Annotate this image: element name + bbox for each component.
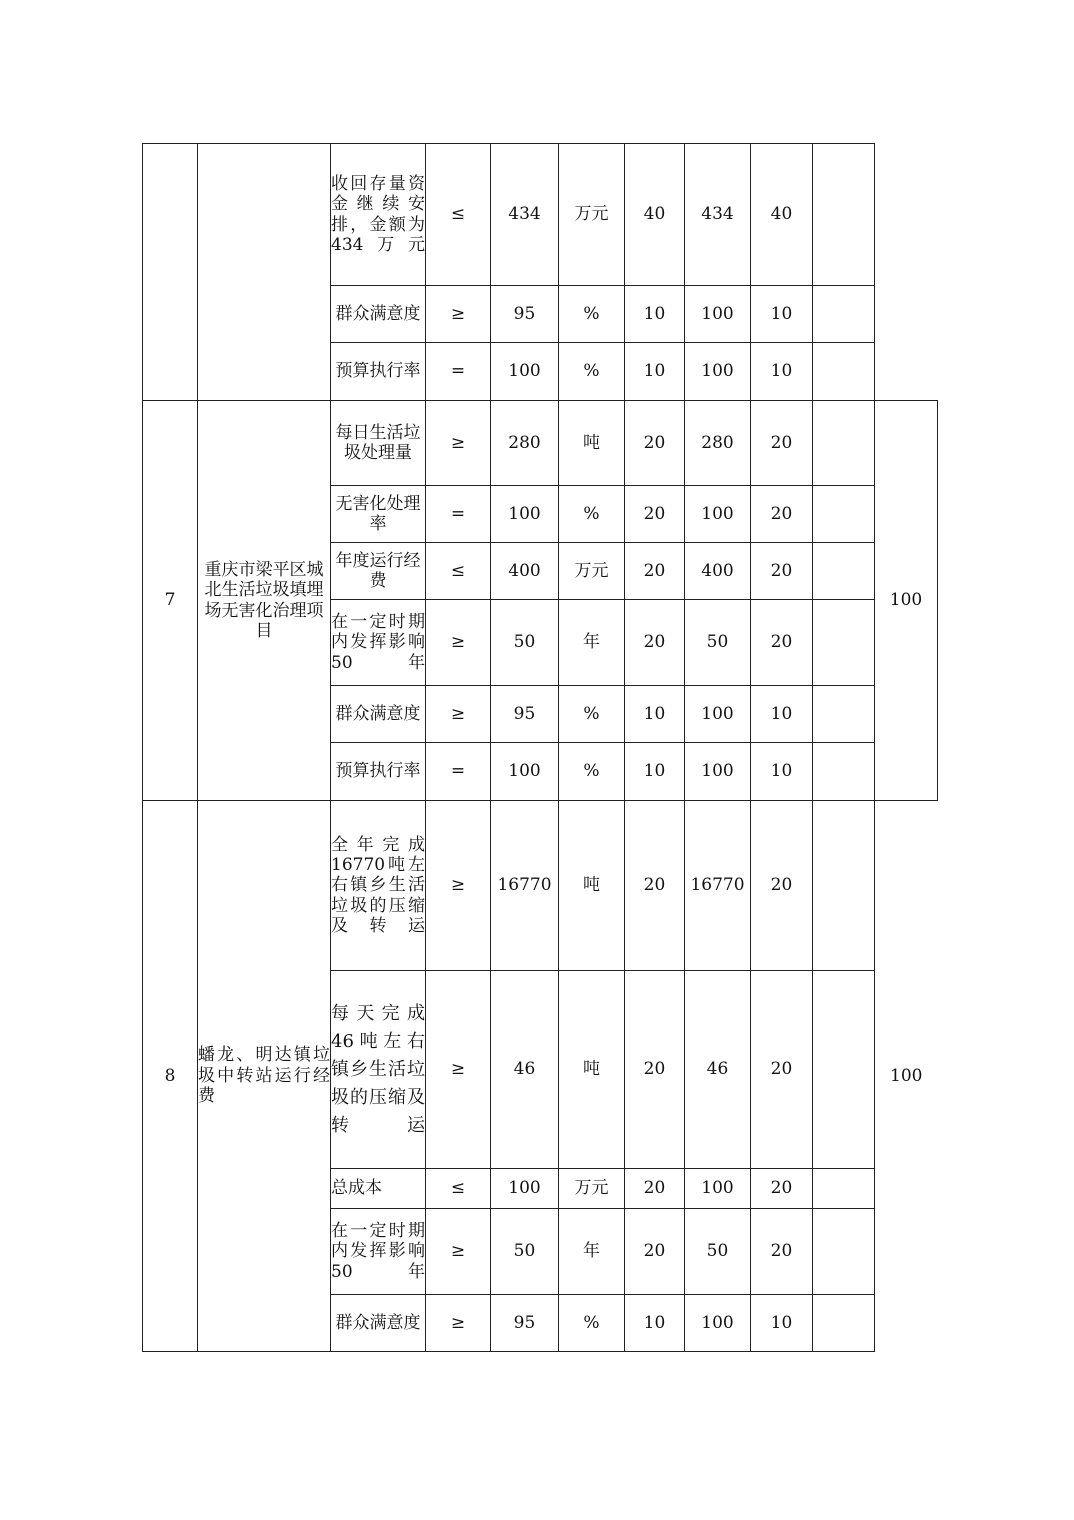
score-got-cell: 20 bbox=[751, 543, 813, 600]
actual-cell: 434 bbox=[685, 144, 751, 286]
remark-cell bbox=[813, 486, 875, 543]
operator-cell: ≥ bbox=[426, 1295, 491, 1352]
operator-cell: = bbox=[426, 743, 491, 801]
operator-cell: ≥ bbox=[426, 286, 491, 343]
remark-cell bbox=[813, 543, 875, 600]
remark-cell bbox=[813, 1295, 875, 1352]
remark-cell bbox=[813, 743, 875, 801]
unit-cell: % bbox=[559, 686, 625, 743]
total-score-cell bbox=[875, 144, 938, 401]
indicator-cell: 无害化处理率 bbox=[331, 486, 426, 543]
indicator-cell: 每日生活垃圾处理量 bbox=[331, 401, 426, 486]
unit-cell: 万元 bbox=[559, 144, 625, 286]
indicator-cell: 每天完成46吨左右镇乡生活垃圾的压缩及转运 bbox=[331, 971, 426, 1169]
score-got-cell: 20 bbox=[751, 486, 813, 543]
weight-cell: 20 bbox=[625, 600, 685, 686]
unit-cell: 万元 bbox=[559, 543, 625, 600]
indicator-cell: 群众满意度 bbox=[331, 286, 426, 343]
target-cell: 400 bbox=[491, 543, 559, 600]
score-got-cell: 10 bbox=[751, 686, 813, 743]
weight-cell: 10 bbox=[625, 286, 685, 343]
target-cell: 95 bbox=[491, 686, 559, 743]
operator-cell: ≤ bbox=[426, 144, 491, 286]
actual-cell: 100 bbox=[685, 343, 751, 401]
remark-cell bbox=[813, 144, 875, 286]
project-name-cell: 重庆市梁平区城北生活垃圾填埋场无害化治理项目 bbox=[198, 401, 331, 801]
remark-cell bbox=[813, 401, 875, 486]
remark-cell bbox=[813, 971, 875, 1169]
indicator-cell: 预算执行率 bbox=[331, 743, 426, 801]
weight-cell: 20 bbox=[625, 401, 685, 486]
target-cell: 100 bbox=[491, 486, 559, 543]
score-got-cell: 20 bbox=[751, 971, 813, 1169]
actual-cell: 100 bbox=[685, 286, 751, 343]
remark-cell bbox=[813, 600, 875, 686]
unit-cell: 吨 bbox=[559, 971, 625, 1169]
total-score-cell: 100 bbox=[875, 801, 938, 1352]
indicator-cell: 收回存量资金继续安排，金额为434万元 bbox=[331, 144, 426, 286]
weight-cell: 10 bbox=[625, 686, 685, 743]
unit-cell: 吨 bbox=[559, 401, 625, 486]
target-cell: 95 bbox=[491, 1295, 559, 1352]
unit-cell: % bbox=[559, 1295, 625, 1352]
target-cell: 50 bbox=[491, 600, 559, 686]
unit-cell: 万元 bbox=[559, 1169, 625, 1209]
weight-cell: 10 bbox=[625, 1295, 685, 1352]
indicator-cell: 全年完成16770吨左右镇乡生活垃圾的压缩及转运 bbox=[331, 801, 426, 971]
target-cell: 95 bbox=[491, 286, 559, 343]
indicator-cell: 群众满意度 bbox=[331, 1295, 426, 1352]
actual-cell: 100 bbox=[685, 743, 751, 801]
score-got-cell: 20 bbox=[751, 1169, 813, 1209]
table-row bbox=[143, 801, 938, 971]
weight-cell: 20 bbox=[625, 486, 685, 543]
actual-cell: 46 bbox=[685, 971, 751, 1169]
unit-cell: % bbox=[559, 743, 625, 801]
unit-cell: 年 bbox=[559, 600, 625, 686]
operator-cell: ≤ bbox=[426, 543, 491, 600]
score-got-cell: 10 bbox=[751, 1295, 813, 1352]
table-row bbox=[143, 401, 938, 486]
unit-cell: % bbox=[559, 486, 625, 543]
project-no-cell bbox=[143, 144, 198, 401]
weight-cell: 10 bbox=[625, 343, 685, 401]
indicator-cell: 年度运行经费 bbox=[331, 543, 426, 600]
indicator-cell: 在一定时期内发挥影响50年 bbox=[331, 1209, 426, 1295]
actual-cell: 280 bbox=[685, 401, 751, 486]
indicator-cell: 预算执行率 bbox=[331, 343, 426, 401]
project-name-cell bbox=[198, 144, 331, 401]
actual-cell: 100 bbox=[685, 1169, 751, 1209]
unit-cell: 吨 bbox=[559, 801, 625, 971]
weight-cell: 10 bbox=[625, 743, 685, 801]
operator-cell: ≥ bbox=[426, 686, 491, 743]
operator-cell: = bbox=[426, 486, 491, 543]
score-got-cell: 10 bbox=[751, 343, 813, 401]
target-cell: 100 bbox=[491, 343, 559, 401]
target-cell: 100 bbox=[491, 1169, 559, 1209]
score-got-cell: 20 bbox=[751, 1209, 813, 1295]
weight-cell: 40 bbox=[625, 144, 685, 286]
project-no-cell: 7 bbox=[143, 401, 198, 801]
remark-cell bbox=[813, 801, 875, 971]
operator-cell: ≤ bbox=[426, 1169, 491, 1209]
actual-cell: 400 bbox=[685, 543, 751, 600]
weight-cell: 20 bbox=[625, 543, 685, 600]
indicator-cell: 在一定时期内发挥影响50年 bbox=[331, 600, 426, 686]
remark-cell bbox=[813, 286, 875, 343]
operator-cell: = bbox=[426, 343, 491, 401]
operator-cell: ≥ bbox=[426, 1209, 491, 1295]
actual-cell: 50 bbox=[685, 600, 751, 686]
actual-cell: 16770 bbox=[685, 801, 751, 971]
target-cell: 100 bbox=[491, 743, 559, 801]
operator-cell: ≥ bbox=[426, 971, 491, 1169]
remark-cell bbox=[813, 1209, 875, 1295]
target-cell: 16770 bbox=[491, 801, 559, 971]
target-cell: 46 bbox=[491, 971, 559, 1169]
unit-cell: % bbox=[559, 343, 625, 401]
score-got-cell: 10 bbox=[751, 743, 813, 801]
target-cell: 434 bbox=[491, 144, 559, 286]
performance-table bbox=[142, 143, 938, 1352]
score-got-cell: 20 bbox=[751, 801, 813, 971]
remark-cell bbox=[813, 343, 875, 401]
table-row bbox=[143, 144, 938, 286]
actual-cell: 100 bbox=[685, 486, 751, 543]
actual-cell: 100 bbox=[685, 1295, 751, 1352]
score-got-cell: 40 bbox=[751, 144, 813, 286]
operator-cell: ≥ bbox=[426, 401, 491, 486]
actual-cell: 100 bbox=[685, 686, 751, 743]
unit-cell: % bbox=[559, 286, 625, 343]
actual-cell: 50 bbox=[685, 1209, 751, 1295]
weight-cell: 20 bbox=[625, 971, 685, 1169]
score-got-cell: 10 bbox=[751, 286, 813, 343]
target-cell: 280 bbox=[491, 401, 559, 486]
score-got-cell: 20 bbox=[751, 600, 813, 686]
operator-cell: ≥ bbox=[426, 801, 491, 971]
total-score-cell: 100 bbox=[875, 401, 938, 801]
weight-cell: 20 bbox=[625, 801, 685, 971]
project-name-cell: 蟠龙、明达镇垃圾中转站运行经费 bbox=[198, 801, 331, 1352]
remark-cell bbox=[813, 1169, 875, 1209]
indicator-cell: 群众满意度 bbox=[331, 686, 426, 743]
target-cell: 50 bbox=[491, 1209, 559, 1295]
weight-cell: 20 bbox=[625, 1209, 685, 1295]
weight-cell: 20 bbox=[625, 1169, 685, 1209]
unit-cell: 年 bbox=[559, 1209, 625, 1295]
score-got-cell: 20 bbox=[751, 401, 813, 486]
project-no-cell: 8 bbox=[143, 801, 198, 1352]
remark-cell bbox=[813, 686, 875, 743]
operator-cell: ≥ bbox=[426, 600, 491, 686]
indicator-cell: 总成本 bbox=[331, 1169, 426, 1209]
